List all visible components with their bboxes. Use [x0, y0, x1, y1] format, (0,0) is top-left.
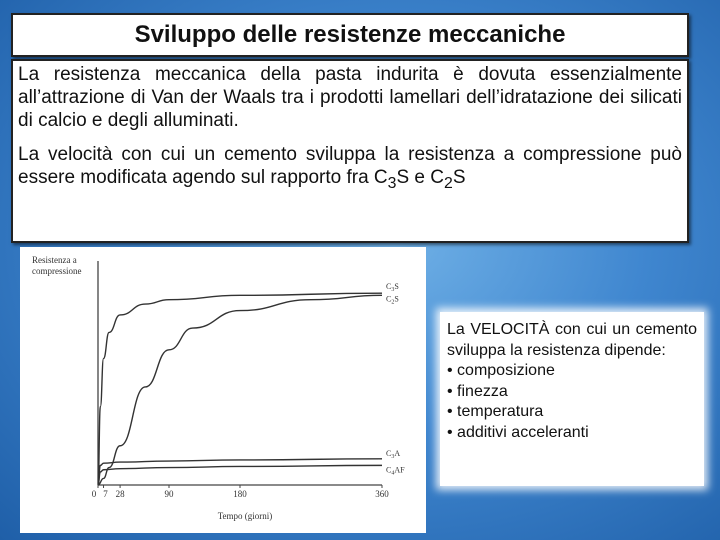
paragraph-1: La resistenza meccanica della pasta indurita è dovuta essenzialmente all’attrazione di Van der Waals tra i prodotti lamellari dell’idratazione dei silicati di calcio e degli alluminati. — [18, 64, 682, 131]
x-axis-label: Tempo (giorni) — [217, 511, 273, 521]
series-line-c4af — [98, 465, 382, 485]
x-tick-label: 180 — [233, 489, 247, 499]
x-ticks — [92, 485, 390, 499]
x-tick-label: 0 — [91, 489, 97, 499]
x-tick-label: 28 — [115, 489, 125, 499]
series-label-c3s: $C_3S$ — [386, 282, 399, 294]
subscript-2: 2 — [444, 174, 453, 192]
note-item: • additivi acceleranti — [447, 423, 589, 441]
y-axis-label-line2: compressione — [32, 266, 82, 276]
series-line-c3a — [98, 459, 382, 485]
note-heading: La VELOCITÀ con cui un cemento sviluppa la resistenza dipende: — [447, 321, 697, 359]
title-box — [11, 13, 689, 57]
series-labels — [386, 282, 405, 476]
paragraph-2 — [18, 143, 682, 195]
series-label-c4af: $C_4AF$ — [386, 465, 405, 477]
paragraph-2-text-c: S — [452, 167, 466, 188]
y-axis-label-line1: Resistenza a — [32, 255, 77, 265]
x-tick-label: 90 — [164, 489, 174, 499]
strength-chart — [20, 247, 426, 533]
note-item: • composizione — [447, 362, 555, 379]
series-lines — [98, 293, 382, 485]
x-tick-label: 7 — [103, 489, 108, 499]
note-item: • finezza — [447, 382, 508, 400]
note-box — [440, 312, 704, 486]
series-label-c3a: $C_3A$ — [386, 448, 401, 460]
paragraph-2-text-a: La velocità con cui un cemento sviluppa la resistenza a compressione può essere modificata agendo sul rapporto fra C — [18, 144, 682, 188]
series-label-c2s: $C_2S$ — [386, 294, 399, 306]
note-item: • temperatura — [447, 403, 544, 420]
text-box — [11, 59, 689, 243]
note-list — [447, 361, 697, 443]
chart-svg — [20, 247, 426, 533]
x-tick-label: 360 — [375, 489, 389, 499]
slide-title: Sviluppo delle resistenze meccaniche — [134, 21, 566, 48]
subscript-3: 3 — [387, 174, 397, 192]
paragraph-2-text-b: S e C — [396, 167, 444, 188]
series-line-c2s — [98, 295, 382, 485]
